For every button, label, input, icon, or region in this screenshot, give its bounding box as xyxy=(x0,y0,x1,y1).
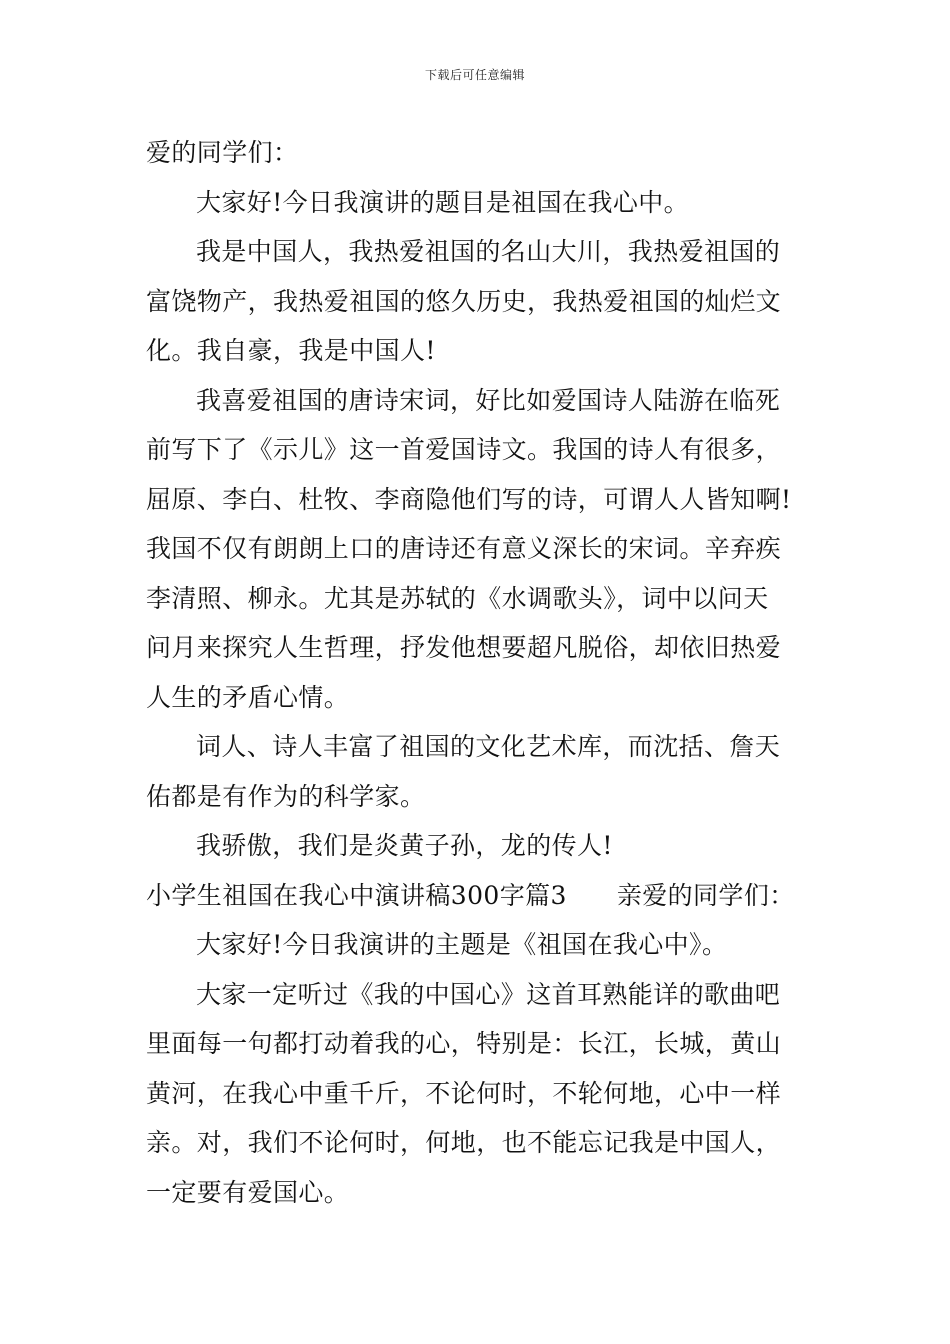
section-heading-line xyxy=(146,871,810,921)
salutation: 亲爱的同学们： xyxy=(616,880,795,910)
document-body xyxy=(146,128,810,1217)
paragraph-line: 大家好!今日我演讲的主题是《祖国在我心中》。 xyxy=(196,930,728,959)
paragraph-line: 我是中国人，我热爱祖国的名山大川，我热爱祖国的 xyxy=(196,237,781,266)
paragraph-line: 黄河，在我心中重千斤，不论何时，不轮何地，心中一样 xyxy=(146,1078,782,1108)
paragraph-line: 词人、诗人丰富了祖国的文化艺术库，而沈括、詹天 xyxy=(196,732,781,761)
paragraph-line: 爱的同学们： xyxy=(146,138,299,167)
paragraph-line: 李清照、柳永。尤其是苏轼的《水调歌头》，词中以问天 xyxy=(146,583,769,613)
section-title: 小学生祖国在我心中演讲稿300字篇3 xyxy=(146,880,567,910)
paragraph-line: 富饶物产，我热爱祖国的悠久历史，我热爱祖国的灿烂文 xyxy=(146,286,782,316)
paragraph-line: 大家好!今日我演讲的题目是祖国在我心中。 xyxy=(196,187,690,217)
paragraph-line: 屈原、李白、杜牧、李商隐他们写的诗，可谓人人皆知啊! xyxy=(146,484,792,514)
paragraph-line: 一定要有爱国心。 xyxy=(146,1177,350,1207)
paragraph-line: 大家一定听过《我的中国心》这首耳熟能详的歌曲吧 xyxy=(196,979,781,1009)
paragraph-line: 前写下了《示儿》这一首爱国诗文。我国的诗人有很多， xyxy=(146,435,782,464)
paragraph-line: 人生的矛盾心情。 xyxy=(146,682,350,712)
paragraph-line: 化。我自豪，我是中国人! xyxy=(146,336,436,365)
paragraph-line: 问月来探究人生哲理，抒发他想要超凡脱俗，却依旧热爱 xyxy=(146,633,782,662)
paragraph-line: 我国不仅有朗朗上口的唐诗还有意义深长的宋词。辛弃疾 xyxy=(146,534,782,563)
paragraph-line: 佑都是有作为的科学家。 xyxy=(146,781,426,811)
page-header: 下载后可任意编辑 xyxy=(424,68,525,82)
paragraph-line: 我骄傲，我们是炎黄子孙，龙的传人! xyxy=(196,831,613,860)
paragraph-line: 里面每一句都打动着我的心，特别是：长江，长城，黄山 xyxy=(146,1029,782,1058)
paragraph-line: 我喜爱祖国的唐诗宋词，好比如爱国诗人陆游在临死 xyxy=(196,385,781,415)
paragraph-line: 亲。对，我们不论何时，何地，也不能忘记我是中国人， xyxy=(146,1128,782,1157)
